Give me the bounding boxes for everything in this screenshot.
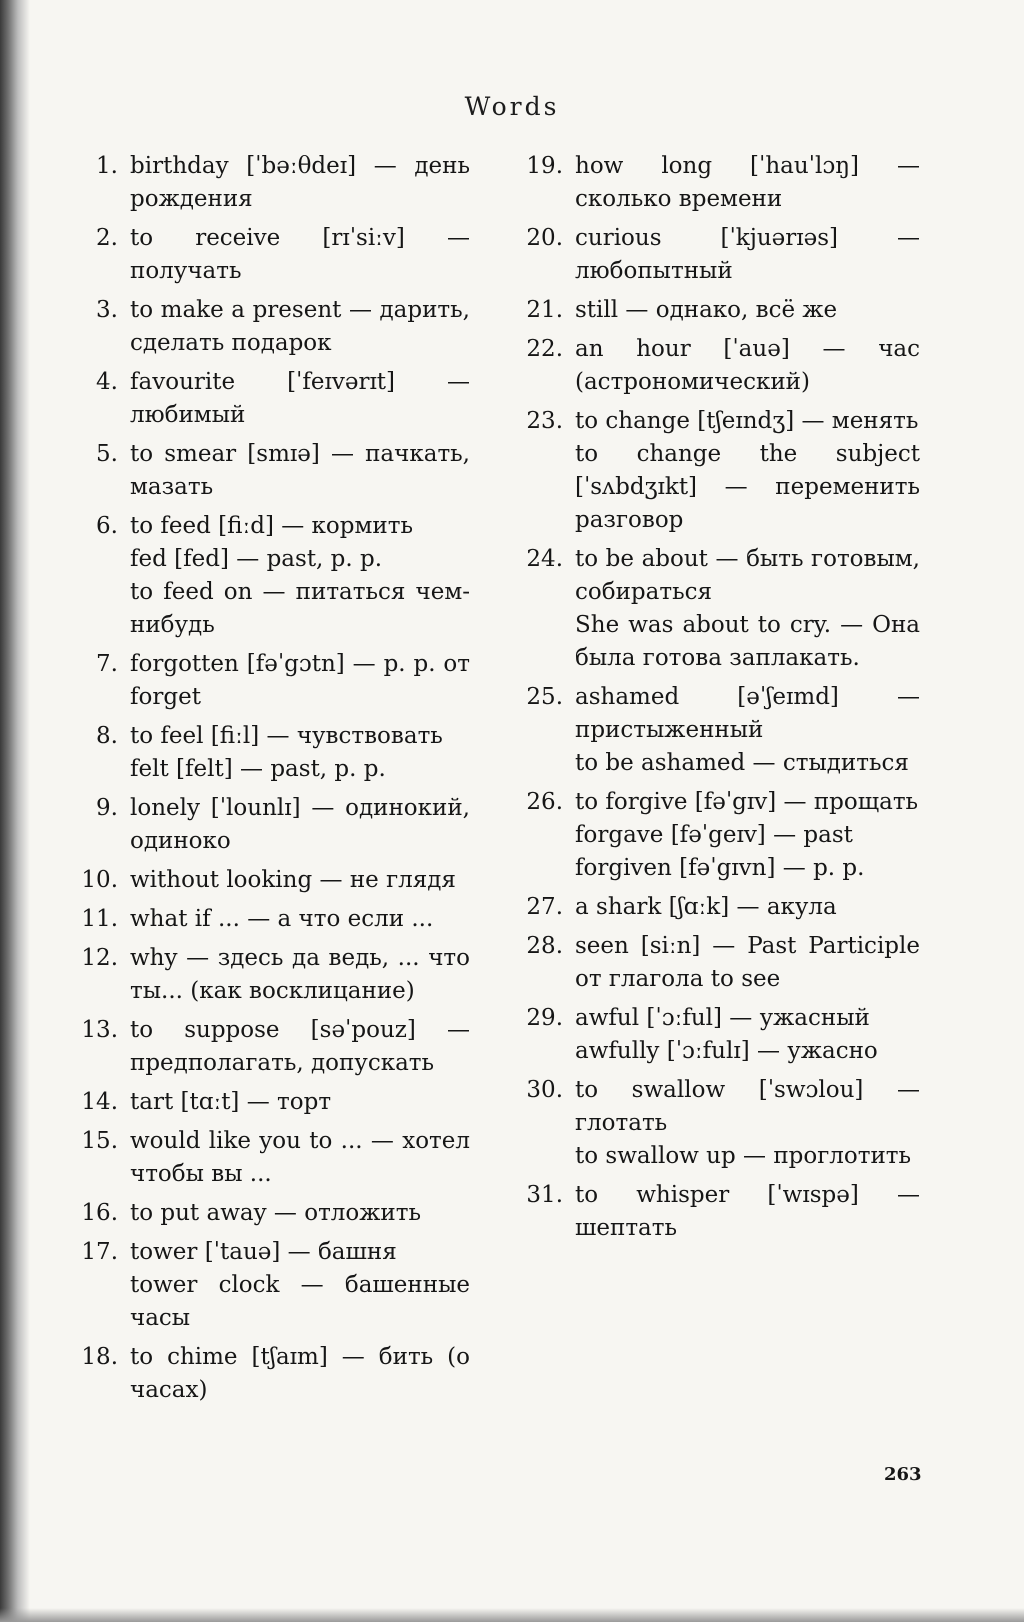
entry-line: an hour [ˈauə] — час (астрономический) <box>575 336 920 395</box>
entry-line: to receive [rɪˈsiːv] — получать <box>130 225 470 284</box>
entry-number: 25. <box>526 684 563 710</box>
entry-line: to make a present — дарить, сделать подарок <box>130 297 470 356</box>
entry-number: 27. <box>526 894 563 920</box>
vocab-entry <box>70 1014 470 1080</box>
entry-line: birthday [ˈbəːθdeɪ] — день рождения <box>130 153 470 212</box>
entry-number: 26. <box>526 789 563 815</box>
entry-line: tart [tɑːt] — торт <box>130 1089 332 1115</box>
entry-number: 1. <box>96 153 118 179</box>
entry-line: felt [felt] — past, p. p. <box>130 756 386 782</box>
entry-number: 30. <box>526 1077 563 1103</box>
left-column <box>70 150 470 1413</box>
entry-number: 13. <box>81 1017 118 1043</box>
vocab-entry <box>70 510 470 642</box>
entry-number: 6. <box>96 513 118 539</box>
vocab-entry <box>515 1002 920 1068</box>
vocab-entry <box>515 891 920 924</box>
entry-number: 5. <box>96 441 118 467</box>
vocab-entry <box>70 903 470 936</box>
entry-line: to feel [fiːl] — чувствовать <box>130 723 443 749</box>
entry-line: would like you to ... — хотел чтобы вы ... <box>130 1128 470 1187</box>
vocab-entry <box>70 366 470 432</box>
entry-line: seen [siːn] — Past Participle от глагола to see <box>575 933 920 992</box>
vocab-entry <box>70 222 470 288</box>
vocab-entry <box>515 543 920 675</box>
page-binding-shadow <box>0 0 30 1622</box>
vocab-entry <box>70 1236 470 1335</box>
vocab-entry <box>70 150 470 216</box>
entry-line: awful [ˈɔːful] — ужасный <box>575 1005 870 1031</box>
vocab-entry <box>70 294 470 360</box>
entry-number: 2. <box>96 225 118 251</box>
right-column <box>515 150 920 1251</box>
entry-number: 12. <box>81 945 118 971</box>
entry-line: still — однако, всё же <box>575 297 838 323</box>
entry-line: to smear [smɪə] — пачкать, мазать <box>130 441 470 500</box>
entry-number: 18. <box>81 1344 118 1370</box>
entry-line: forgave [fəˈgeɪv] — past <box>575 822 853 848</box>
entry-number: 7. <box>96 651 118 677</box>
vocab-entry <box>70 864 470 897</box>
entry-line: fed [fed] — past, p. p. <box>130 546 383 572</box>
entry-number: 22. <box>526 336 563 362</box>
entry-line: She was about to cry. — Она была готова заплакать. <box>575 612 920 671</box>
vocab-entry <box>515 150 920 216</box>
entry-number: 8. <box>96 723 118 749</box>
entry-number: 23. <box>526 408 563 434</box>
entry-line: ashamed [əˈʃeɪmd] — пристыженный <box>575 684 920 743</box>
vocab-entry <box>70 1197 470 1230</box>
entry-number: 16. <box>81 1200 118 1226</box>
entry-number: 11. <box>81 906 118 932</box>
entry-line: to suppose [səˈpouz] — предполагать, допускать <box>130 1017 470 1076</box>
page-bottom-shadow <box>0 1608 1024 1622</box>
vocab-entry <box>70 720 470 786</box>
vocab-entry <box>70 438 470 504</box>
vocab-entry <box>70 942 470 1008</box>
entry-line: a shark [ʃɑːk] — акула <box>575 894 837 920</box>
vocab-entry <box>515 930 920 996</box>
entry-line: tower clock — башенные часы <box>130 1272 470 1331</box>
entry-number: 10. <box>81 867 118 893</box>
vocab-entry <box>70 792 470 858</box>
vocab-entry <box>515 222 920 288</box>
entry-line: forgiven [fəˈgɪvn] — p. p. <box>575 855 865 881</box>
entry-number: 24. <box>526 546 563 572</box>
vocab-entry <box>515 333 920 399</box>
vocab-entry <box>515 786 920 885</box>
entry-number: 14. <box>81 1089 118 1115</box>
entry-line: to change [tʃeɪndʒ] — менять <box>575 408 919 434</box>
entry-line: awfully [ˈɔːfulɪ] — ужасно <box>575 1038 878 1064</box>
entry-number: 4. <box>96 369 118 395</box>
entry-line: to change the subject [ˈsʌbdʒɪkt] — переменить разговор <box>575 441 920 533</box>
entry-line: to put away — отложить <box>130 1200 421 1226</box>
entry-line: why — здесь да ведь, ... что ты... (как восклицание) <box>130 945 470 1004</box>
entry-line: to feed [fiːd] — кормить <box>130 513 413 539</box>
vocab-entry <box>70 1341 470 1407</box>
entry-number: 31. <box>526 1182 563 1208</box>
entry-line: forgotten [fəˈgɔtn] — p. p. от forget <box>130 651 470 710</box>
vocab-entry <box>70 1086 470 1119</box>
vocab-entry <box>515 405 920 537</box>
entry-line: to swallow up — проглотить <box>575 1143 912 1169</box>
vocab-entry <box>70 1125 470 1191</box>
entry-line: favourite [ˈfeɪvərɪt] — любимый <box>130 369 470 428</box>
entry-line: without looking — не глядя <box>130 867 456 893</box>
entry-number: 9. <box>96 795 118 821</box>
entry-line: to whisper [ˈwɪspə] — шептать <box>575 1182 920 1241</box>
entry-number: 28. <box>526 933 563 959</box>
vocab-entry <box>515 681 920 780</box>
entry-line: how long [ˈhauˈlɔŋ] — сколько времени <box>575 153 920 212</box>
vocab-entry <box>515 1179 920 1245</box>
page-number: 263 <box>884 1464 922 1485</box>
entry-line: to be about — быть готовым, собираться <box>575 546 920 605</box>
entry-line: curious [ˈkjuərɪəs] — любопытный <box>575 225 920 284</box>
vocab-entry <box>515 294 920 327</box>
entry-line: to forgive [fəˈgɪv] — прощать <box>575 789 919 815</box>
entry-line: to chime [tʃaɪm] — бить (о часах) <box>130 1344 470 1403</box>
entry-line: to feed on — питаться чем-нибудь <box>130 579 470 638</box>
entry-line: to swallow [ˈswɔlou] — глотать <box>575 1077 920 1136</box>
entry-number: 17. <box>81 1239 118 1265</box>
entry-number: 3. <box>96 297 118 323</box>
entry-line: lonely [ˈlounlɪ] — одинокий, одиноко <box>130 795 470 854</box>
vocab-entry <box>515 1074 920 1173</box>
entry-number: 15. <box>81 1128 118 1154</box>
vocab-entry <box>70 648 470 714</box>
page-title: Words <box>464 92 560 121</box>
entry-line: what if ... — а что если ... <box>130 906 434 932</box>
entry-number: 21. <box>526 297 563 323</box>
entry-line: tower [ˈtauə] — башня <box>130 1239 397 1265</box>
entry-number: 20. <box>526 225 563 251</box>
entry-number: 29. <box>526 1005 563 1031</box>
entry-line: to be ashamed — стыдиться <box>575 750 909 776</box>
entry-number: 19. <box>526 153 563 179</box>
